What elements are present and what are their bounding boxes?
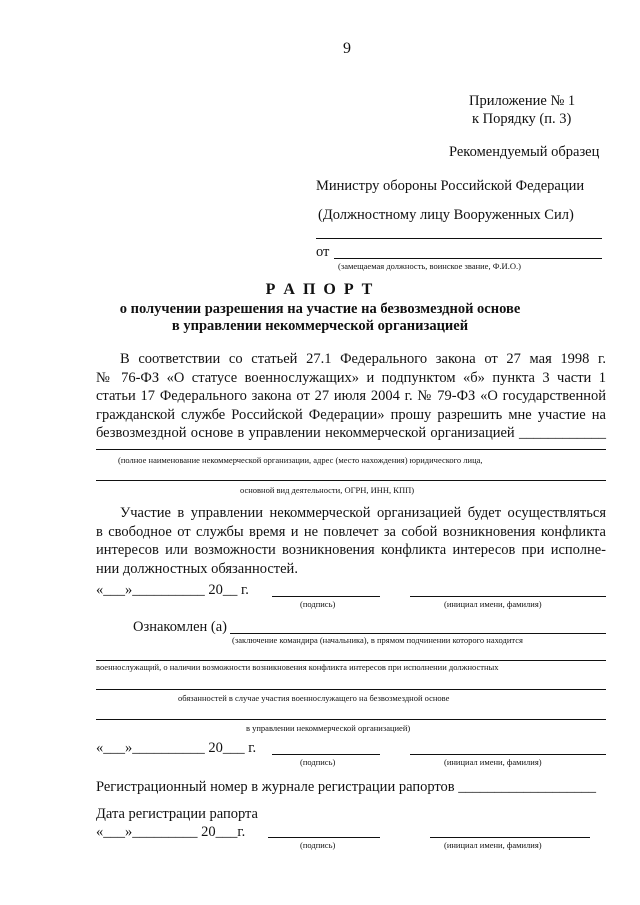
name-hint-1: (инициал имени, фамилия)	[444, 599, 542, 609]
signature-field-3[interactable]	[268, 837, 380, 838]
report-body-2	[96, 504, 606, 578]
commander-field-1[interactable]	[230, 633, 606, 634]
body2-line2: в свободное от службы время и не повлечет за собой возникновения конфликта	[96, 523, 606, 540]
org-field-1[interactable]	[96, 449, 606, 450]
signature-field-1[interactable]	[272, 596, 380, 597]
from-hint: (замещаемая должность, воинское звание, Ф.И.О.)	[338, 261, 521, 271]
commander-field-2[interactable]	[96, 660, 606, 661]
signature-hint-2: (подпись)	[300, 757, 336, 767]
from-label: от	[316, 244, 330, 260]
registration-number[interactable]: Регистрационный номер в журнале регистрации рапортов ___________________	[96, 779, 597, 795]
commander-hint-3: обязанностей в случае участия военнослужащего на безвозмездной основе	[178, 693, 450, 703]
page-number: 9	[343, 40, 351, 57]
report-title: Р А П О Р Т	[265, 281, 375, 298]
report-body-1	[96, 350, 606, 443]
signature-hint-3: (подпись)	[300, 840, 336, 850]
commander-hint-1: (заключение командира (начальника), в прямом подчинении которого находится	[232, 635, 523, 645]
recommended-sample: Рекомендуемый образец	[449, 144, 600, 160]
org-hint-2: основной вид деятельности, ОГРН, ИНН, КПП)	[240, 485, 415, 495]
org-hint-1: (полное наименование некоммерческой организации, адрес (место нахождения) юридического лица,	[118, 455, 483, 465]
name-hint-3: (инициал имени, фамилия)	[444, 840, 542, 850]
addressee-alt: (Должностному лицу Вооруженных Сил)	[318, 207, 574, 223]
addressee-line[interactable]	[316, 238, 602, 239]
commander-hint-4: в управлении некоммерческой организацией)	[246, 723, 411, 733]
appendix-line1: Приложение № 1	[469, 93, 576, 109]
signature-hint-1: (подпись)	[300, 599, 336, 609]
appendix-line2: к Порядку (п. 3)	[472, 111, 572, 127]
body1-line4: гражданской службе Российской Федерации» прошу разрешить мне участие на	[96, 406, 606, 423]
from-field[interactable]	[334, 258, 602, 259]
body2-line3: интересов или возможности возникновения конфликта интересов при исполне-	[96, 542, 606, 558]
commander-field-3[interactable]	[96, 689, 606, 690]
org-field-2[interactable]	[96, 480, 606, 481]
body1-line3: статьи 17 Федерального закона от 27 июля 2004 г. № 79-ФЗ «О государственной	[96, 388, 606, 404]
name-field-3[interactable]	[430, 837, 590, 838]
signature-field-2[interactable]	[272, 754, 380, 755]
date-field-2[interactable]: «___»__________ 20___ г.	[96, 740, 257, 756]
report-subtitle-1: о получении разрешения на участие на безвозмездной основе	[119, 301, 521, 317]
acquainted-label: Ознакомлен (а)	[133, 619, 228, 635]
name-field-2[interactable]	[410, 754, 606, 755]
name-field-1[interactable]	[410, 596, 606, 597]
commander-field-4[interactable]	[96, 719, 606, 720]
date-field-3[interactable]: «___»_________ 20___г.	[96, 824, 246, 840]
name-hint-2: (инициал имени, фамилия)	[444, 757, 542, 767]
registration-date-label: Дата регистрации рапорта	[96, 806, 258, 822]
body1-line5: безвозмездной основе в управлении некоммерческой организацией ____________	[96, 425, 606, 441]
report-subtitle-2: в управлении некоммерческой организацией	[171, 318, 469, 334]
date-field-1[interactable]: «___»__________ 20__ г.	[96, 582, 249, 598]
body2-line1: Участие в управлении некоммерческой организацией будет осуществляться	[120, 505, 606, 521]
commander-hint-2: военнослужащий, о наличии возможности возникновения конфликта интересов при исполнении должностных	[96, 662, 499, 672]
body1-line1: В соответствии со статьей 27.1 Федерального закона от 27 мая 1998 г.	[120, 351, 606, 367]
body1-line2: № 76-ФЗ «О статусе военнослужащих» и подпунктом «б» пункта 3 части 1	[96, 369, 606, 386]
body2-line4: нии должностных обязанностей.	[96, 560, 298, 577]
addressee-to: Министру обороны Российской Федерации	[316, 178, 585, 194]
